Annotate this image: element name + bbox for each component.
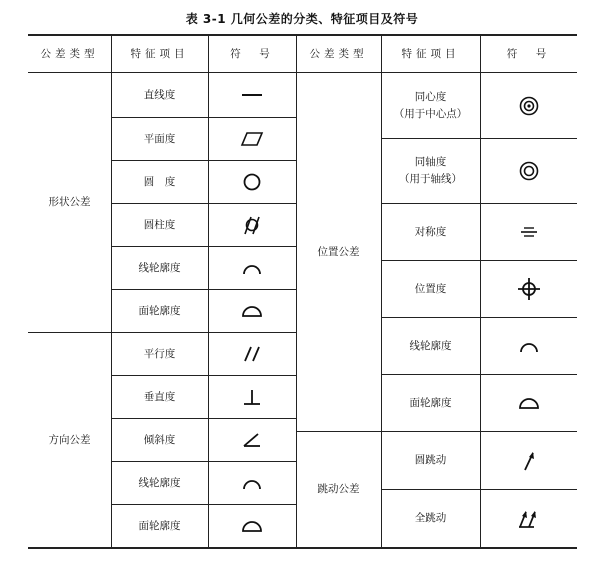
header-type: 公差类型 bbox=[309, 47, 368, 60]
item-note: （用于中心点） bbox=[393, 107, 468, 120]
item-name: 位置度 bbox=[414, 282, 447, 295]
item-note: （用于轴线） bbox=[399, 173, 462, 185]
item-name: 直线度 bbox=[143, 88, 176, 101]
circular-runout-icon bbox=[480, 432, 577, 489]
straightness-icon bbox=[208, 73, 296, 117]
line-profile-icon bbox=[480, 318, 577, 374]
concentricity-icon bbox=[480, 73, 577, 138]
group-position-tolerance: 位置公差 bbox=[317, 245, 360, 258]
item-name-text: 同心度 bbox=[414, 90, 447, 103]
item-name: 圆跳动 bbox=[414, 454, 447, 466]
group-runout-tolerance: 跳动公差 bbox=[317, 483, 360, 495]
perpendicularity-icon bbox=[208, 376, 296, 418]
header-symbol: 符 号 bbox=[506, 47, 551, 60]
item-name: 面轮廓度 bbox=[138, 304, 181, 317]
cylindricity-icon bbox=[208, 204, 296, 246]
parallelism-icon bbox=[208, 333, 296, 375]
symmetry-icon bbox=[480, 204, 577, 260]
item-name: 垂直度 bbox=[143, 390, 176, 403]
line-profile-icon bbox=[208, 247, 296, 289]
header-item: 特征项目 bbox=[401, 47, 460, 60]
total-runout-icon bbox=[480, 490, 577, 547]
item-name: 面轮廓度 bbox=[138, 519, 181, 532]
item-name: 圆 度 bbox=[143, 175, 176, 188]
surface-profile-icon bbox=[208, 505, 296, 547]
item-name: 线轮廓度 bbox=[138, 261, 181, 274]
coaxiality-icon bbox=[480, 139, 577, 203]
item-name: 线轮廓度 bbox=[409, 339, 452, 352]
line-profile-icon bbox=[208, 462, 296, 504]
circularity-icon bbox=[208, 161, 296, 203]
surface-profile-icon bbox=[480, 375, 577, 431]
item-name: 面轮廓度 bbox=[409, 396, 452, 409]
angularity-icon bbox=[208, 419, 296, 461]
header-item: 特征项目 bbox=[130, 47, 189, 60]
item-name: 倾斜度 bbox=[143, 433, 176, 446]
item-name bbox=[381, 73, 480, 138]
group-direction-tolerance: 方向公差 bbox=[48, 433, 91, 446]
item-name: 对称度 bbox=[414, 225, 447, 238]
item-name: 圆柱度 bbox=[143, 218, 176, 231]
flatness-icon bbox=[208, 118, 296, 160]
item-name-text: 同轴度 bbox=[414, 156, 447, 168]
surface-profile-icon bbox=[208, 290, 296, 332]
position-icon bbox=[480, 261, 577, 317]
table-bottom-border bbox=[28, 547, 577, 549]
header-symbol: 符 号 bbox=[230, 47, 274, 60]
header-type: 公差类型 bbox=[40, 47, 99, 60]
table-title: 表 3-1 几何公差的分类、特征项目及符号 bbox=[185, 12, 419, 26]
item-name: 全跳动 bbox=[414, 512, 447, 524]
item-name: 平面度 bbox=[143, 132, 176, 145]
item-name bbox=[381, 139, 480, 203]
item-name: 平行度 bbox=[143, 347, 176, 360]
group-shape-tolerance: 形状公差 bbox=[48, 196, 91, 208]
item-name: 线轮廓度 bbox=[138, 476, 181, 489]
